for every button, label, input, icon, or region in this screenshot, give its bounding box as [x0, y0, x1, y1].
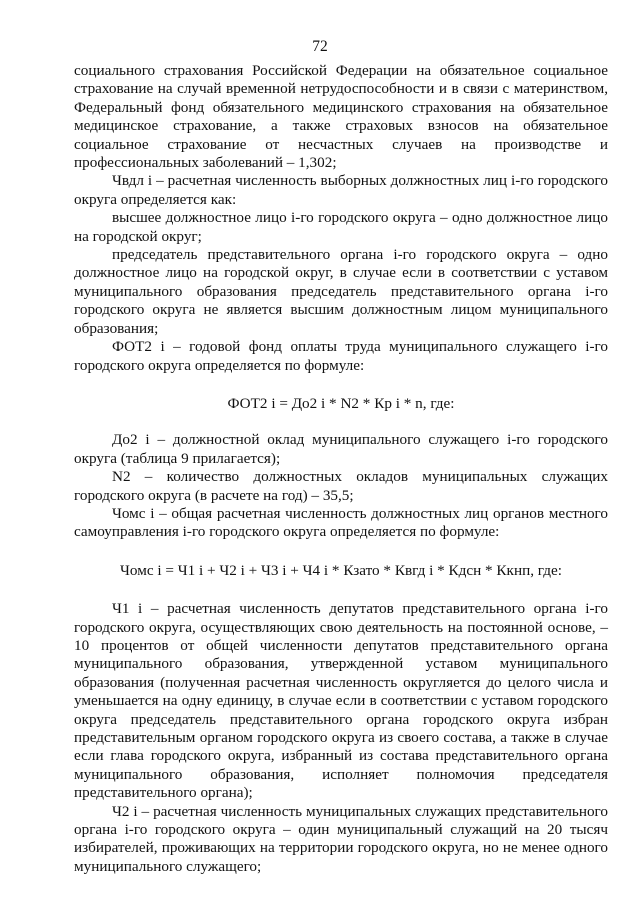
paragraph-choms-definition: Чомс i – общая расчетная численность должностных лиц органов местного самоуправления i-го городского округа определяется по формуле: — [74, 504, 608, 541]
formula-fot2: ФОТ2 i = До2 i * N2 * Кр i * n, где: — [227, 394, 455, 412]
paragraph-highest-official: высшее должностное лицо i-го городского округа – одно должностное лицо на городской округ; — [74, 209, 608, 245]
page-number: 72 — [312, 38, 328, 55]
formula-choms: Чомс i = Ч1 i + Ч2 i + Ч3 i + Ч4 i * Кзато * Квгд i * Кдсн * Ккнп, где: — [120, 561, 562, 579]
paragraph-chairman: председатель представительного органа i-го городского округа – одно должностное лицо на городской округ, в случае если в соответствии с уставом муниципального образования председатель представительного органа i-го городского округа не является высшим должностным лицом муниципального образования; — [74, 246, 608, 337]
paragraph-n2-definition: N2 – количество должностных окладов муниципальных служащих городского округа (в расчете на год) – 35,5; — [74, 468, 608, 504]
paragraph-chvdl-definition: Чвдл i – расчетная численность выборных должностных лиц i-го городского округа определяется как: — [74, 172, 608, 208]
paragraph-do2-definition: До2 i – должностной оклад муниципального служащего i-го городского округа (таблица 9 прилагается); — [74, 431, 608, 467]
paragraph-ch1-definition: Ч1 i – расчетная численность депутатов представительного органа i-го городского округа, осуществляющих свою деятельность на постоянной основе, – 10 процентов от общей численности депутатов представительного органа муниципального образования, утвержденной уставом муниципального образования (полученная расчетная численность округляется до целого числа и уменьшается на одну единицу, в случае если в соответствии с уставом городского округа председатель представительного органа городского округа избран представительным органом городского округа из своего состава, а также в случае если глава городского округа, избранный из состава представительного органа муниципального образования, исполняет полномочия председателя представительного органа); — [74, 600, 608, 802]
paragraph-continuation: социального страхования Российской Федерации на обязательное социальное страхование на случай временной нетрудоспособности и в связи с материнством, Федеральный фонд обязательного медицинского страхования на обязательное медицинское страхование, а также страховых взносов на обязательное социальное страхование от несчастных случаев на производстве и профессиональных заболеваний – 1,302; — [74, 62, 608, 172]
paragraph-ch2-definition: Ч2 i – расчетная численность муниципальных служащих представительного органа i-го городского округа – один муниципальный служащий на 20 тысяч избирателей, проживающих на территории городского округа, но не менее одного муниципального служащего; — [74, 802, 608, 875]
document-body — [74, 62, 608, 876]
paragraph-fot2-definition: ФОТ2 i – годовой фонд оплаты труда муниципального служащего i-го городского округа определяется по формуле: — [74, 338, 608, 374]
